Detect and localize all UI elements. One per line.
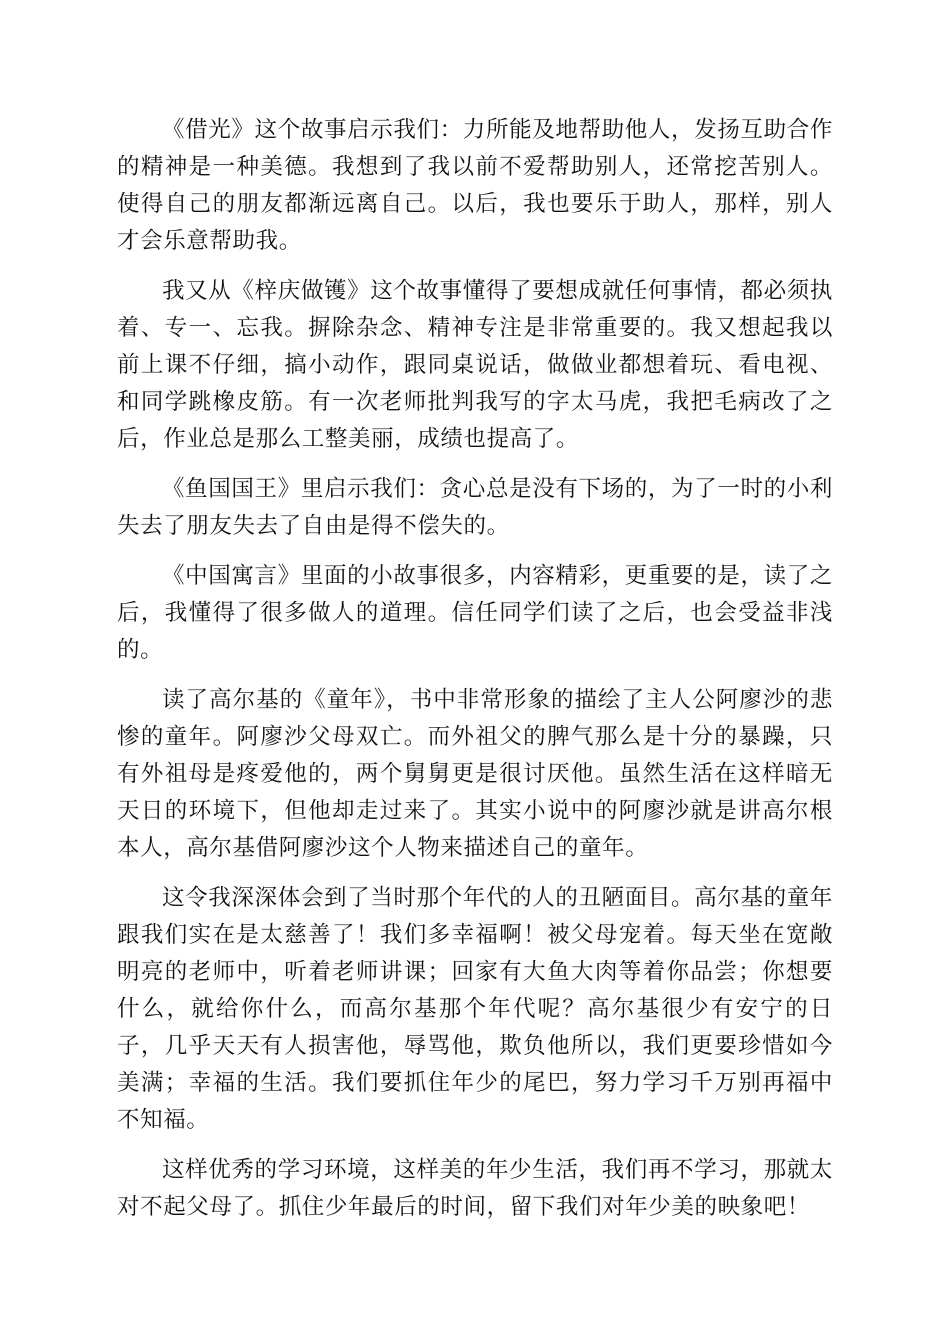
- paragraph-4: 《中国寓言》里面的小故事很多，内容精彩，更重要的是，读了之后，我懂得了很多做人的道理。信任同学们读了之后，也会受益非浅的。: [117, 563, 833, 663]
- paragraph-5: 读了高尔基的《童年》，书中非常形象的描绘了主人公阿廖沙的悲惨的童年。阿廖沙父母双亡。而外祖父的脾气那么是十分的暴躁，只有外祖母是疼爱他的，两个舅舅更是很讨厌他。虽然生活在这样暗无天日的环境下，但他却走过来了。其实小说中的阿廖沙就是讲高尔根本人，高尔基借阿廖沙这个人物来描述自己的童年。: [117, 687, 833, 861]
- paragraph-2: 我又从《梓庆做镬》这个故事懂得了要想成就任何事情，都必须执着、专一、忘我。摒除杂念、精神专注是非常重要的。我又想起我以前上课不仔细，搞小动作，跟同桌说话，做做业都想着玩、看电视、和同学跳橡皮筋。有一次老师批判我写的字太马虎，我把毛病改了之后，作业总是那么工整美丽，成绩也提高了。: [117, 278, 833, 452]
- paragraph-1: 《借光》这个故事启示我们：力所能及地帮助他人，发扬互助合作的精神是一种美德。我想到了我以前不爱帮助别人，还常挖苦别人。使得自己的朋友都渐远离自己。以后，我也要乐于助人，那样，别人才会乐意帮助我。: [117, 117, 833, 254]
- paragraph-7: 这样优秀的学习环境，这样美的年少生活，我们再不学习，那就太对不起父母了。抓住少年最后的时间，留下我们对年少美的映象吧！: [117, 1157, 833, 1220]
- paragraph-3: 《鱼国国王》里启示我们：贪心总是没有下场的，为了一时的小利失去了朋友失去了自由是得不偿失的。: [117, 476, 833, 539]
- document-body: [117, 112, 833, 1239]
- paragraph-6: 这令我深深体会到了当时那个年代的人的丑陋面目。高尔基的童年跟我们实在是太慈善了！我们多幸福啊！被父母宠着。每天坐在宽敞明亮的老师中，听着老师讲课；回家有大鱼大肉等着你品尝；你想要什么，就给你什么，而高尔基那个年代呢？高尔基很少有安宁的日子，几乎天天有人损害他，辱骂他，欺负他所以，我们更要珍惜如今美满；幸福的生活。我们要抓住年少的尾巴，努力学习千万别再福中不知福。: [117, 885, 833, 1133]
